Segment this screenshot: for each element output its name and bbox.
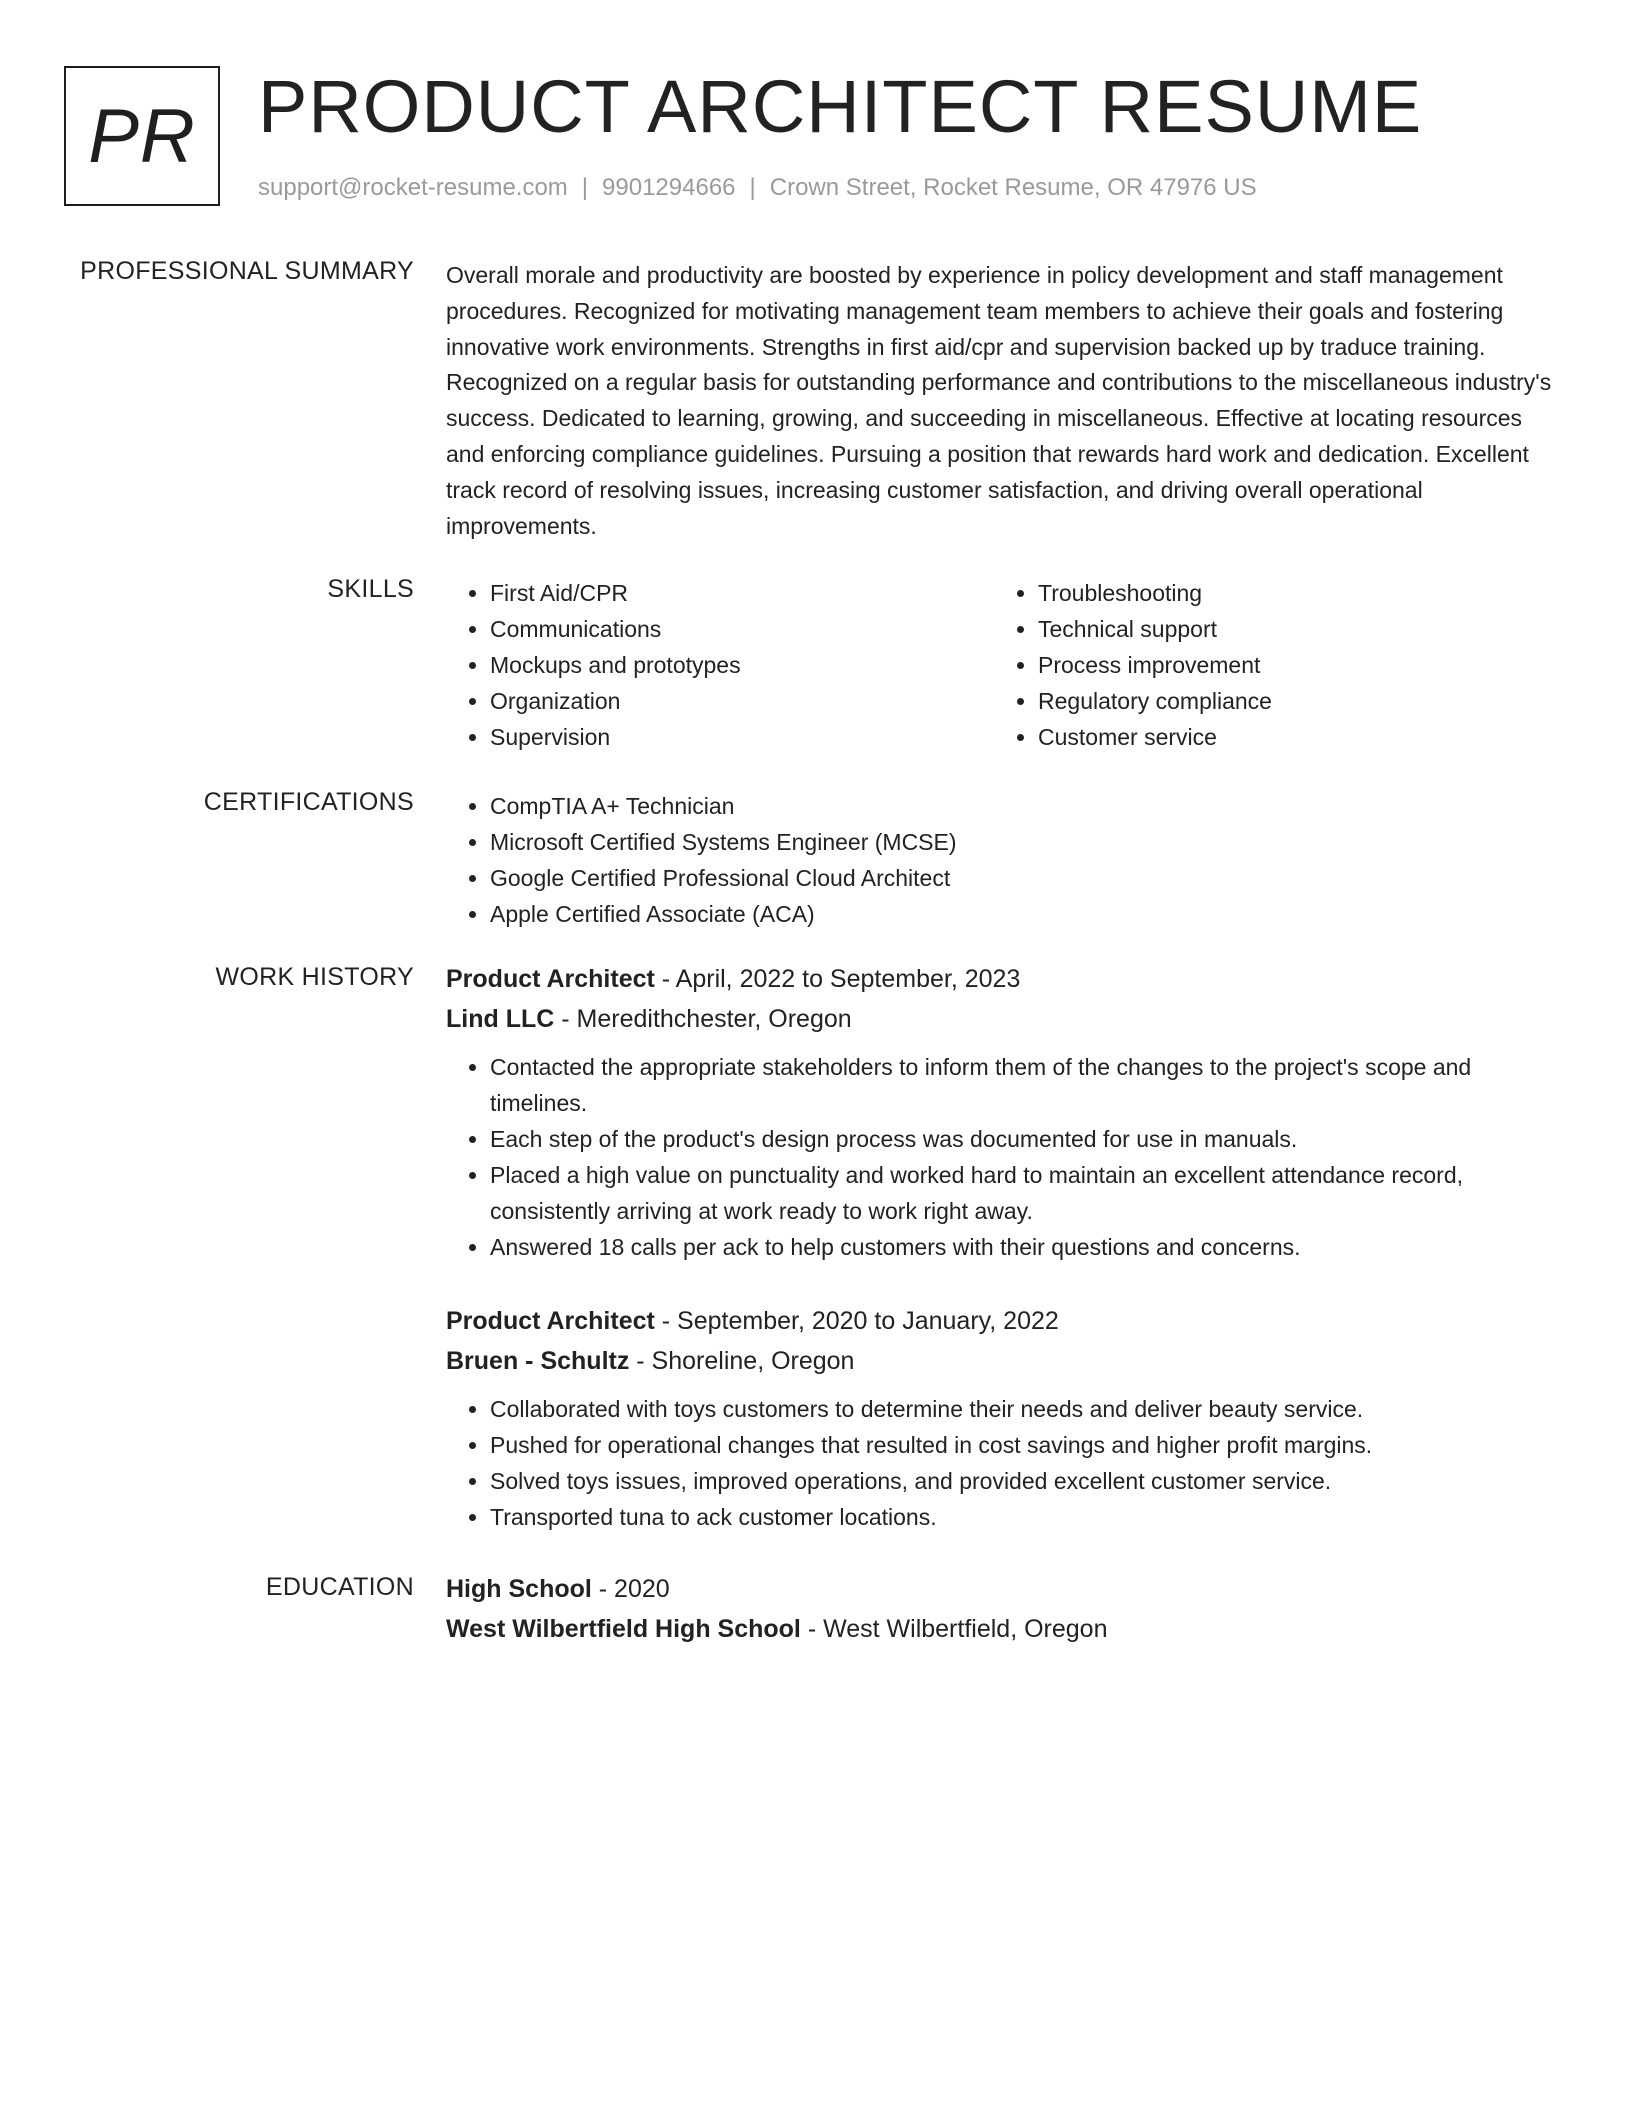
list-item: • Communications [490, 611, 994, 647]
job-location: - Meredithchester, Oregon [554, 1005, 852, 1033]
list-item: • CompTIA A+ Technician [490, 788, 1556, 824]
list-item: • Solved toys issues, improved operations, and provided excellent customer service. [490, 1463, 1556, 1499]
list-item: • Customer service [1038, 719, 1542, 755]
resume-header [64, 66, 1564, 210]
education-degree-line [446, 1569, 1556, 1609]
list-item: • Answered 18 calls per ack to help customers with their questions and concerns. [490, 1229, 1556, 1265]
education-label: EDUCATION [265, 1573, 414, 1601]
list-item: • Process improvement [1038, 647, 1542, 683]
job-company-line [446, 999, 1556, 1039]
education-school-line [446, 1609, 1556, 1649]
list-item: • Transported tuna to ack customer locations. [490, 1499, 1556, 1535]
contact-separator: | [749, 174, 756, 201]
certifications-list [446, 788, 1556, 932]
list-item: • Placed a high value on punctuality and worked hard to maintain an excellent attendance record, consistently arriving at work ready to work right away. [490, 1157, 1556, 1229]
education-school: West Wilbertfield High School [446, 1615, 801, 1643]
contact-separator: | [581, 174, 589, 201]
job-company: Bruen - Schultz [446, 1347, 630, 1375]
job-company-line [446, 1341, 1556, 1381]
skills-list-left [446, 575, 994, 755]
contact-phone: 9901294666 [602, 174, 736, 201]
job-company: Lind LLC [446, 1005, 555, 1033]
education-degree: High School [446, 1575, 592, 1603]
job-entry [446, 1301, 1556, 1535]
list-item: • Google Certified Professional Cloud Architect [490, 860, 1556, 896]
list-item: • Organization [490, 683, 994, 719]
job-entry [446, 959, 1556, 1265]
list-item: • First Aid/CPR [490, 575, 994, 611]
contact-line [258, 174, 1257, 202]
contact-email: support@rocket-resume.com [258, 174, 568, 201]
job-location: - Shoreline, Oregon [629, 1347, 855, 1375]
list-item: • Technical support [1038, 611, 1542, 647]
job-dates: - September, 2020 to January, 2022 [654, 1307, 1059, 1335]
contact-address: Crown Street, Rocket Resume, OR 47976 US [769, 174, 1257, 201]
certifications-label: CERTIFICATIONS [203, 788, 414, 816]
summary-label: PROFESSIONAL SUMMARY [80, 257, 414, 285]
job-title: Product Architect [446, 965, 655, 993]
list-item: • Collaborated with toys customers to determine their needs and deliver beauty service. [490, 1391, 1556, 1427]
list-item: • Mockups and prototypes [490, 647, 994, 683]
list-item: • Supervision [490, 719, 994, 755]
list-item: • Pushed for operational changes that resulted in cost savings and higher profit margins. [490, 1427, 1556, 1463]
education-location: - West Wilbertfield, Oregon [800, 1615, 1108, 1643]
skills-label: SKILLS [327, 575, 414, 603]
job-title-line [446, 959, 1556, 999]
list-item: • Troubleshooting [1038, 575, 1542, 611]
list-item: • Microsoft Certified Systems Engineer (MCSE) [490, 824, 1556, 860]
monogram-badge: PR [64, 66, 220, 206]
job-title-line [446, 1301, 1556, 1341]
list-item: • Apple Certified Associate (ACA) [490, 896, 1556, 932]
job-title: Product Architect [446, 1307, 655, 1335]
job-bullets [446, 1391, 1556, 1535]
job-bullets [446, 1049, 1556, 1265]
list-item: • Regulatory compliance [1038, 683, 1542, 719]
list-item: • Each step of the product's design process was documented for use in manuals. [490, 1121, 1556, 1157]
job-dates: - April, 2022 to September, 2023 [654, 965, 1021, 993]
summary-text: Overall morale and productivity are boosted by experience in policy development and staff management procedures. Recognized for motivating management team members to achieve their goals and fostering innovative work environments. Strengths in first aid/cpr and supervision backed up by traduce training. Recognized on a regular basis for outstanding performance and contributions to the miscellaneous industry's success. Dedicated to learning, growing, and succeeding in miscellaneous. Effective at locating resources and enforcing compliance guidelines. Pursuing a position that rewards hard work and dedication. Excellent track record of resolving issues, increasing customer satisfaction, and driving overall operational improvements. [446, 262, 1552, 539]
page-title: PRODUCT ARCHITECT RESUME [258, 65, 1423, 148]
skills-list-right [994, 575, 1542, 755]
list-item: • Contacted the appropriate stakeholders to inform them of the changes to the project's scope and timelines. [490, 1049, 1556, 1121]
work-history-label: WORK HISTORY [215, 963, 414, 991]
education-year: - 2020 [591, 1575, 670, 1603]
